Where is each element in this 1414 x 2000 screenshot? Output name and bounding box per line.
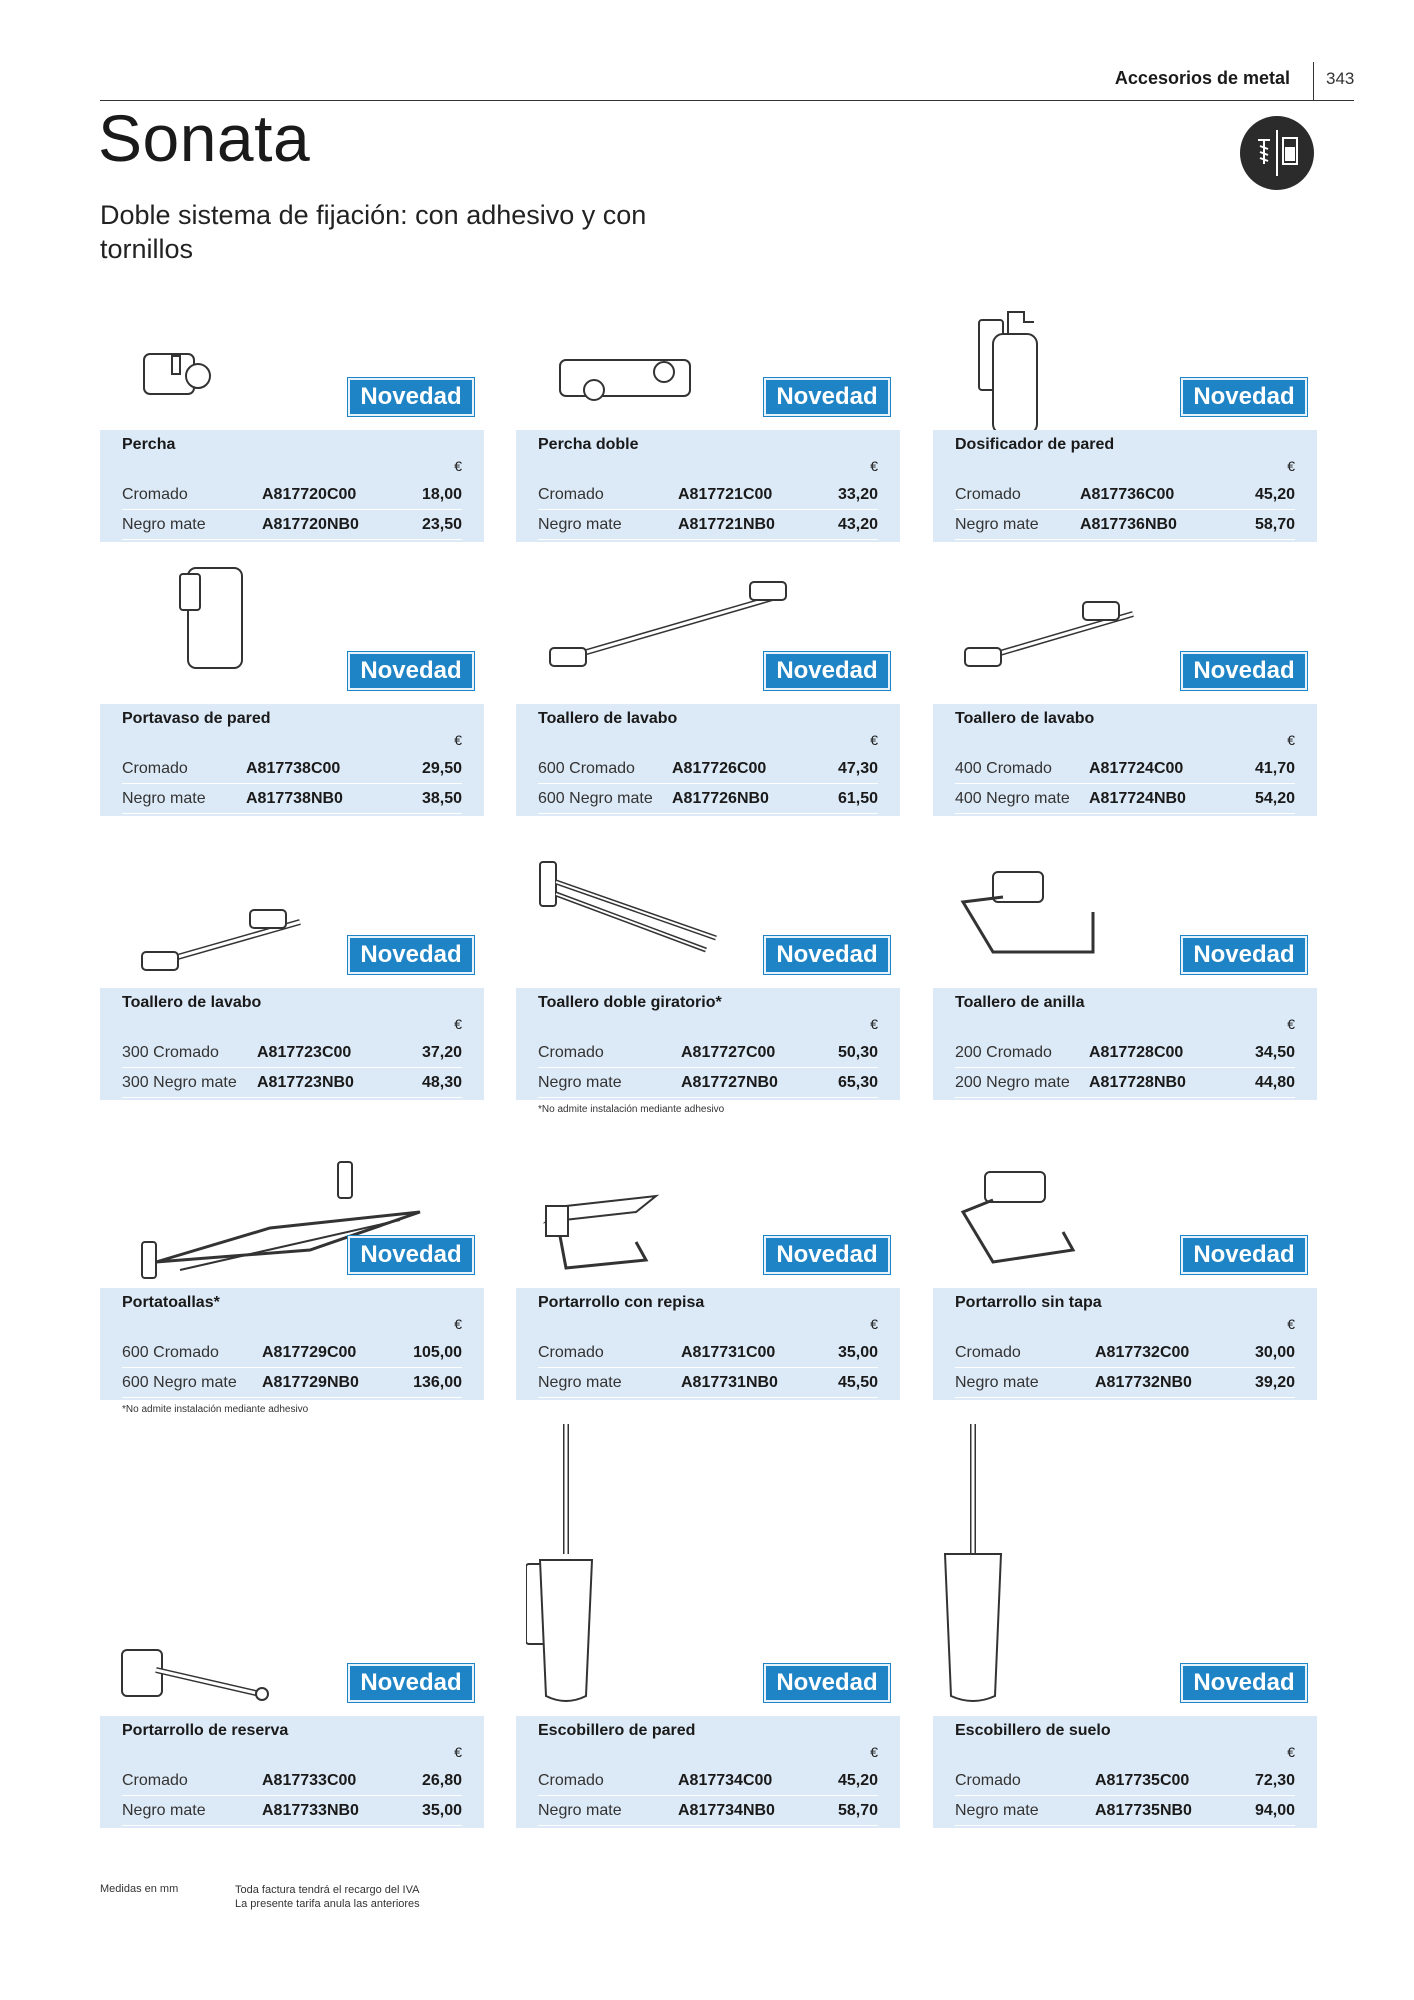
- finish-label: Negro mate: [955, 1374, 1039, 1391]
- section-title: Accesorios de metal: [1114, 68, 1290, 88]
- finish-label: Negro mate: [538, 1802, 622, 1819]
- finish-label: Negro mate: [955, 516, 1039, 533]
- row-divider: [538, 539, 878, 540]
- product-card: [933, 860, 1317, 1104]
- novedad-badge: Novedad: [764, 936, 890, 974]
- finish-label: 400 Negro mate: [955, 790, 1070, 807]
- price-table: [100, 430, 484, 542]
- price-table: [933, 988, 1317, 1100]
- product-code: A817723NB0: [257, 1074, 354, 1091]
- price-table: [100, 1716, 484, 1828]
- row-divider: [538, 1397, 878, 1398]
- product-card: [933, 570, 1317, 820]
- product-card: [516, 270, 900, 546]
- product-name: Escobillero de suelo: [955, 1722, 1111, 1739]
- product-price: 61,50: [837, 790, 878, 807]
- price-row: [538, 1038, 878, 1068]
- price-row: [955, 1338, 1295, 1368]
- price-table: [933, 1288, 1317, 1400]
- currency-label: €: [454, 458, 462, 474]
- novedad-badge: Novedad: [348, 378, 474, 416]
- page-subtitle: Doble sistema de fijación: con adhesivo y con tornillos: [100, 200, 647, 264]
- currency-label: €: [870, 732, 878, 748]
- page-title: Sonata: [98, 101, 311, 175]
- row-divider: [955, 539, 1295, 540]
- price-row: [955, 1368, 1295, 1398]
- product-card: [100, 1150, 484, 1415]
- product-code: A817729C00: [262, 1344, 357, 1361]
- product-code: A817726NB0: [672, 790, 769, 807]
- currency-label: €: [870, 1744, 878, 1760]
- product-price: 136,00: [413, 1374, 462, 1391]
- row-divider: [122, 813, 462, 814]
- novedad-badge: Novedad: [348, 936, 474, 974]
- finish-label: Negro mate: [538, 1374, 622, 1391]
- finish-label: Cromado: [538, 486, 604, 503]
- price-row: [538, 510, 878, 540]
- finish-label: Cromado: [955, 486, 1021, 503]
- product-code: A817736C00: [1080, 486, 1175, 503]
- product-name: Toallero de lavabo: [122, 994, 262, 1011]
- novedad-badge: Novedad: [1181, 1236, 1307, 1274]
- product-price: 45,20: [837, 1772, 878, 1789]
- product-name: Portarrollo de reserva: [122, 1722, 289, 1739]
- product-code: A817733C00: [262, 1772, 357, 1789]
- finish-label: Negro mate: [122, 1802, 206, 1819]
- product-price: 47,30: [837, 760, 878, 777]
- price-row: [122, 1368, 462, 1398]
- product-price: 37,20: [421, 1044, 462, 1061]
- finish-label: Cromado: [538, 1344, 604, 1361]
- price-row: [538, 754, 878, 784]
- product-code: A817728C00: [1089, 1044, 1184, 1061]
- installation-footnote: *No admite instalación mediante adhesivo: [538, 1104, 725, 1115]
- tax-note-line2: La presente tarifa anula las anteriores: [235, 1898, 420, 1910]
- finish-label: 400 Cromado: [955, 760, 1052, 777]
- row-divider: [122, 1825, 462, 1826]
- product-code: A817733NB0: [262, 1802, 359, 1819]
- price-table: [100, 704, 484, 816]
- product-price: 33,20: [837, 486, 878, 503]
- price-row: [538, 1338, 878, 1368]
- price-row: [538, 784, 878, 814]
- finish-label: Negro mate: [122, 516, 206, 533]
- price-row: [122, 1038, 462, 1068]
- finish-label: Cromado: [122, 1772, 188, 1789]
- product-code: A817723C00: [257, 1044, 352, 1061]
- finish-label: 300 Negro mate: [122, 1074, 237, 1091]
- currency-label: €: [454, 1016, 462, 1032]
- price-row: [955, 1068, 1295, 1098]
- product-price: 58,70: [1254, 516, 1295, 533]
- product-code: A817721C00: [678, 486, 773, 503]
- screw-adhesive-icon: [1240, 116, 1314, 190]
- novedad-badge: Novedad: [764, 378, 890, 416]
- price-row: [955, 510, 1295, 540]
- price-table: [933, 1716, 1317, 1828]
- price-row: [955, 1796, 1295, 1826]
- price-row: [122, 1766, 462, 1796]
- product-name: Portavaso de pared: [122, 710, 271, 727]
- row-divider: [955, 1825, 1295, 1826]
- novedad-badge: Novedad: [1181, 652, 1307, 690]
- product-card: [100, 570, 484, 820]
- price-row: [955, 754, 1295, 784]
- product-code: A817724NB0: [1089, 790, 1186, 807]
- product-price: 23,50: [421, 516, 462, 533]
- product-code: A817735NB0: [1095, 1802, 1192, 1819]
- price-row: [122, 510, 462, 540]
- product-price: 45,50: [837, 1374, 878, 1391]
- price-row: [538, 1766, 878, 1796]
- product-name: Portarrollo con repisa: [538, 1294, 705, 1311]
- price-row: [955, 1038, 1295, 1068]
- product-name: Portarrollo sin tapa: [955, 1294, 1102, 1311]
- currency-label: €: [454, 1316, 462, 1332]
- finish-label: Negro mate: [538, 1074, 622, 1091]
- price-row: [122, 784, 462, 814]
- product-name: Percha: [122, 436, 176, 453]
- product-card: [100, 270, 484, 546]
- price-table: [100, 988, 484, 1100]
- product-card: [933, 1420, 1317, 1832]
- price-row: [122, 1068, 462, 1098]
- novedad-badge: Novedad: [1181, 1664, 1307, 1702]
- row-divider: [122, 539, 462, 540]
- product-price: 105,00: [413, 1344, 462, 1361]
- product-price: 54,20: [1254, 790, 1295, 807]
- price-row: [122, 754, 462, 784]
- price-table: [516, 988, 900, 1100]
- finish-label: Cromado: [538, 1044, 604, 1061]
- product-card: [933, 270, 1317, 546]
- finish-label: Cromado: [955, 1772, 1021, 1789]
- product-name: Dosificador de pared: [955, 436, 1115, 453]
- product-code: A817728NB0: [1089, 1074, 1186, 1091]
- price-row: [538, 1068, 878, 1098]
- units-note: Medidas en mm: [100, 1883, 179, 1895]
- product-code: A817731C00: [681, 1344, 776, 1361]
- product-code: A817724C00: [1089, 760, 1184, 777]
- price-row: [538, 1368, 878, 1398]
- product-price: 18,00: [421, 486, 462, 503]
- row-divider: [122, 1397, 462, 1398]
- finish-label: 600 Negro mate: [538, 790, 653, 807]
- currency-label: €: [454, 1744, 462, 1760]
- finish-label: Negro mate: [955, 1802, 1039, 1819]
- product-code: A817729NB0: [262, 1374, 359, 1391]
- row-divider: [955, 813, 1295, 814]
- product-code: A817721NB0: [678, 516, 775, 533]
- finish-label: 200 Negro mate: [955, 1074, 1070, 1091]
- novedad-badge: Novedad: [348, 1236, 474, 1274]
- product-name: Toallero de anilla: [955, 994, 1085, 1011]
- header-divider: [1313, 62, 1314, 100]
- currency-label: €: [454, 732, 462, 748]
- product-price: 30,00: [1254, 1344, 1295, 1361]
- finish-label: 300 Cromado: [122, 1044, 219, 1061]
- novedad-badge: Novedad: [348, 652, 474, 690]
- product-name: Portatoallas*: [122, 1294, 220, 1311]
- product-card: [516, 570, 900, 820]
- currency-label: €: [870, 1016, 878, 1032]
- price-row: [955, 1766, 1295, 1796]
- price-row: [538, 1796, 878, 1826]
- price-row: [538, 480, 878, 510]
- product-code: A817720C00: [262, 486, 357, 503]
- product-price: 58,70: [837, 1802, 878, 1819]
- product-price: 65,30: [837, 1074, 878, 1091]
- product-price: 26,80: [421, 1772, 462, 1789]
- price-row: [122, 1796, 462, 1826]
- product-price: 39,20: [1254, 1374, 1295, 1391]
- product-card: [100, 860, 484, 1104]
- product-price: 50,30: [837, 1044, 878, 1061]
- row-divider: [955, 1097, 1295, 1098]
- row-divider: [538, 1097, 878, 1098]
- product-price: 29,50: [421, 760, 462, 777]
- product-price: 94,00: [1254, 1802, 1295, 1819]
- product-code: A817726C00: [672, 760, 767, 777]
- product-price: 41,70: [1254, 760, 1295, 777]
- product-price: 45,20: [1254, 486, 1295, 503]
- product-code: A817732NB0: [1095, 1374, 1192, 1391]
- price-table: [516, 704, 900, 816]
- product-code: A817734NB0: [678, 1802, 775, 1819]
- product-code: A817731NB0: [681, 1374, 778, 1391]
- product-price: 35,00: [421, 1802, 462, 1819]
- price-table: [516, 430, 900, 542]
- product-name: Toallero de lavabo: [538, 710, 678, 727]
- product-name: Toallero de lavabo: [955, 710, 1095, 727]
- product-card: [100, 1420, 484, 1832]
- product-price: 35,00: [837, 1344, 878, 1361]
- product-name: Percha doble: [538, 436, 639, 453]
- finish-label: Cromado: [955, 1344, 1021, 1361]
- currency-label: €: [1287, 458, 1295, 474]
- product-code: A817727NB0: [681, 1074, 778, 1091]
- product-card: [516, 860, 900, 1115]
- finish-label: Cromado: [122, 486, 188, 503]
- currency-label: €: [1287, 1744, 1295, 1760]
- product-card: [933, 1150, 1317, 1404]
- product-code: A817738C00: [246, 760, 341, 777]
- product-code: A817734C00: [678, 1772, 773, 1789]
- tax-note: [235, 1883, 420, 1911]
- product-price: 34,50: [1254, 1044, 1295, 1061]
- price-table: [933, 704, 1317, 816]
- novedad-badge: Novedad: [764, 1236, 890, 1274]
- novedad-badge: Novedad: [764, 1664, 890, 1702]
- price-table: [516, 1288, 900, 1400]
- novedad-badge: Novedad: [1181, 936, 1307, 974]
- finish-label: 200 Cromado: [955, 1044, 1052, 1061]
- finish-label: Cromado: [122, 760, 188, 777]
- product-code: A817727C00: [681, 1044, 776, 1061]
- installation-footnote: *No admite instalación mediante adhesivo: [122, 1404, 309, 1415]
- currency-label: €: [1287, 1316, 1295, 1332]
- currency-label: €: [1287, 732, 1295, 748]
- price-row: [955, 784, 1295, 814]
- finish-label: Cromado: [538, 1772, 604, 1789]
- product-code: A817732C00: [1095, 1344, 1190, 1361]
- product-price: 43,20: [837, 516, 878, 533]
- row-divider: [538, 1825, 878, 1826]
- novedad-badge: Novedad: [348, 1664, 474, 1702]
- product-price: 48,30: [421, 1074, 462, 1091]
- product-code: A817735C00: [1095, 1772, 1190, 1789]
- finish-label: 600 Cromado: [538, 760, 635, 777]
- row-divider: [955, 1397, 1295, 1398]
- finish-label: 600 Negro mate: [122, 1374, 237, 1391]
- price-table: [933, 430, 1317, 542]
- product-price: 72,30: [1254, 1772, 1295, 1789]
- product-card: [516, 1420, 900, 1832]
- finish-label: Negro mate: [122, 790, 206, 807]
- product-card: [516, 1150, 900, 1404]
- product-price: 44,80: [1254, 1074, 1295, 1091]
- page-number: 343: [1326, 69, 1355, 88]
- price-table: [516, 1716, 900, 1828]
- price-row: [955, 480, 1295, 510]
- tax-note-line1: Toda factura tendrá el recargo del IVA: [235, 1884, 420, 1896]
- product-name: Toallero doble giratorio*: [538, 994, 722, 1011]
- novedad-badge: Novedad: [1181, 378, 1307, 416]
- row-divider: [538, 813, 878, 814]
- product-code: A817736NB0: [1080, 516, 1177, 533]
- price-row: [122, 1338, 462, 1368]
- product-code: A817720NB0: [262, 516, 359, 533]
- finish-label: Negro mate: [538, 516, 622, 533]
- price-row: [122, 480, 462, 510]
- currency-label: €: [870, 1316, 878, 1332]
- product-name: Escobillero de pared: [538, 1722, 696, 1739]
- currency-label: €: [870, 458, 878, 474]
- row-divider: [122, 1097, 462, 1098]
- price-table: [100, 1288, 484, 1400]
- product-price: 38,50: [421, 790, 462, 807]
- product-code: A817738NB0: [246, 790, 343, 807]
- currency-label: €: [1287, 1016, 1295, 1032]
- finish-label: 600 Cromado: [122, 1344, 219, 1361]
- novedad-badge: Novedad: [764, 652, 890, 690]
